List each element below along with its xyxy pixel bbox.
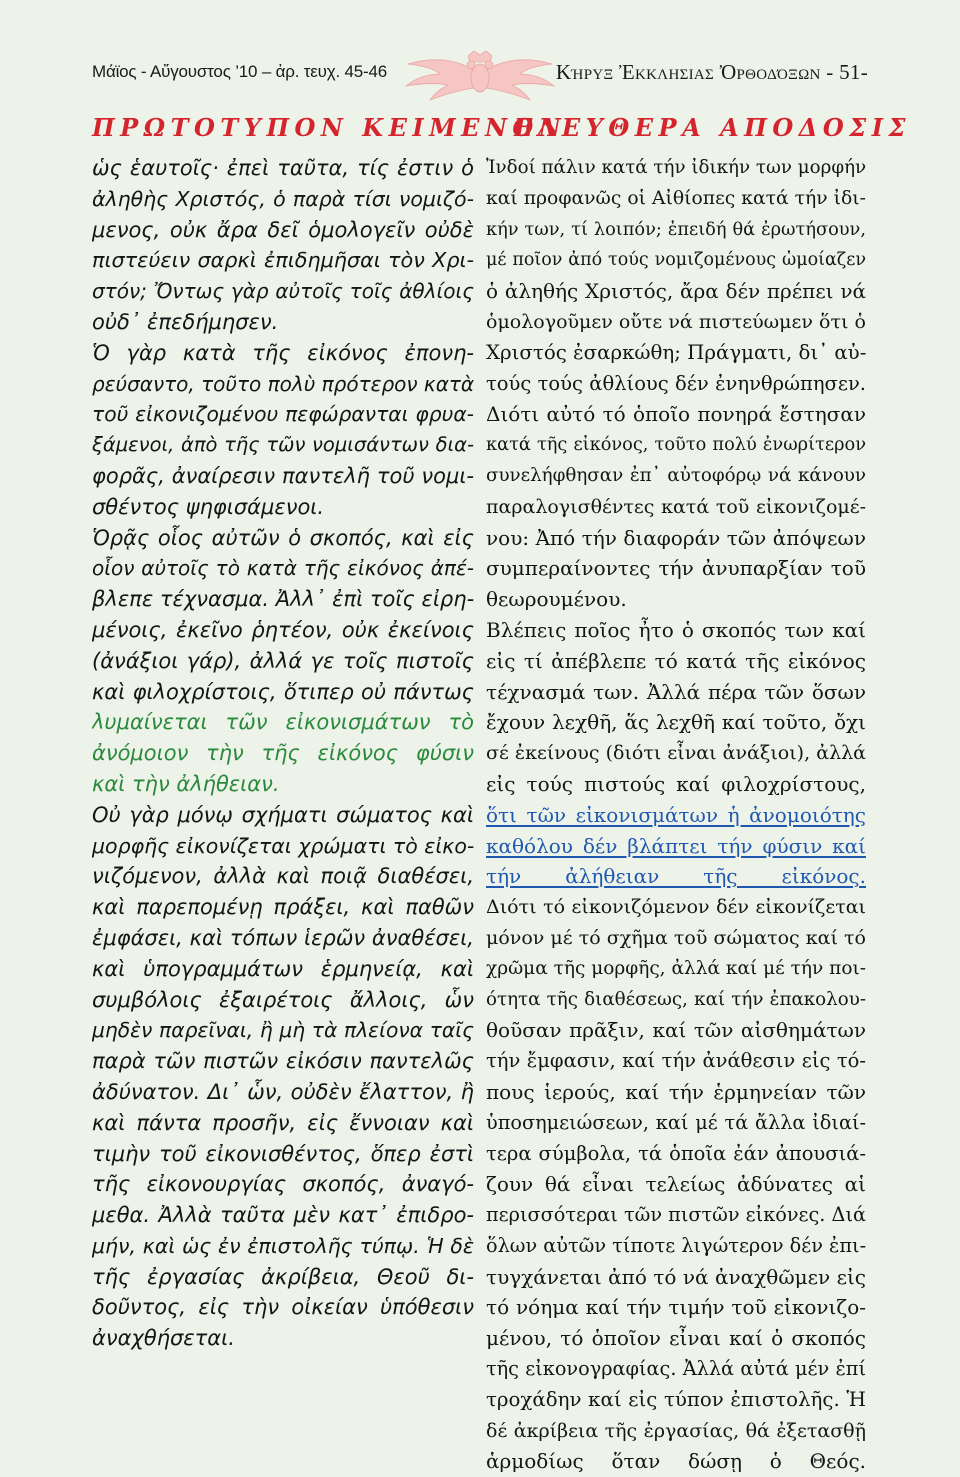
text-line: τερα σύμβολα, τά ὁποῖα ἐάν ἀπουσιά- (486, 1141, 866, 1165)
text-line: ἐμφάσει, καὶ τόπων ἱερῶν ἀναθέσει, (92, 925, 474, 950)
text-line: καὶ πάντα προσῆν, εἰς ἔννοιαν καὶ (92, 1110, 474, 1135)
text-line: δοῦντος, εἰς τὴν οἰκείαν ὑπόθεσιν (92, 1295, 474, 1320)
text-line: μενος, οὐκ ἄρα δεῖ ὁμολογεῖν οὐδὲ (92, 217, 474, 242)
text-line: τέχνασμά των. Ἀλλά πέρα τῶν ὅσων (486, 679, 866, 704)
text-line: ὁ ἀληθής Χριστός, ἄρα δέν πρέπει νά (486, 279, 866, 304)
text-line: ὑποσημειώσεων, καί μέ τά ἄλλα ἰδιαί- (486, 1110, 866, 1134)
free-translation-column (486, 153, 866, 1477)
text-line: νιζόμενον, ἀλλὰ καὶ ποιᾷ διαθέσει, (92, 864, 474, 889)
text-line: ἀναχθήσεται. (92, 1326, 235, 1351)
text-line: Διότι αὐτό τό ὁποῖο πονηρά ἔστησαν (486, 402, 866, 427)
text-line: μήν, καὶ ὡς ἐν ἐπιστολῆς τύπῳ. Ἡ δὲ (92, 1233, 474, 1258)
text-line: μεθα. Ἀλλὰ ταῦτα μὲν κατ᾽ ἐπιδρο- (92, 1203, 474, 1228)
free-translation-title: ΕΛΕΥΘΕΡΑ ΑΠΟΔΟΣΙΣ (514, 113, 911, 142)
text-line: Οὐ γὰρ μόνῳ σχήματι σώματος καὶ (92, 802, 474, 827)
text-line: Βλέπεις ποῖος ἦτο ὁ σκοπός των καί (486, 617, 866, 642)
text-line: παραλογισθέντες κατά τοῦ εἰκονιζομέ- (486, 495, 866, 518)
issue-info: Μάϊος - Αὔγουστος ’10 – ἀρ. τευχ. 45-46 (92, 62, 387, 81)
text-line: καὶ παρεπομένῃ πράξει, καὶ παθῶν (92, 895, 474, 920)
original-text-column (92, 153, 474, 1354)
text-line: εἰς τούς πιστούς καί φιλοχρίστους, (486, 771, 866, 796)
text-line: οὐδ᾽ ἐπεδήμησεν. (92, 309, 279, 334)
text-line: σθέντος ψηφισάμενοι. (92, 494, 325, 519)
text-line: στόν; Ὄντως γὰρ αὐτοῖς τοῖς ἀθλίοις (92, 279, 474, 304)
text-line: μέ ποῖον ἀπό τούς νομιζομένους ὡμοίαζεν (486, 250, 866, 271)
text-line: τούς τούς ἀθλίους δέν ἐνηνθρώπησεν. (486, 371, 866, 395)
text-line: οἷον αὐτοῖς τὸ κατὰ τῆς εἰκόνος ἀπέ- (92, 556, 474, 581)
text-line: περισσότεραι τῶν πιστῶν εἰκόνες. Διά (486, 1203, 866, 1227)
text-line: ἀδύνατον. Δι᾽ ὧν, οὐδὲν ἔλαττον, ἢ (92, 1079, 474, 1104)
text-line: ότητα τῆς διαθέσεως, καί τήν ἐπακολου- (486, 988, 866, 1010)
text-line: κατά τῆς εἰκόνος, τοῦτο πολύ ἐνωρίτερον (486, 435, 866, 456)
text-line: Ὁ γὰρ κατὰ τῆς εἰκόνος ἐπονη- (92, 340, 474, 365)
text-line: ἁρμοδίως ὅταν δώσῃ ὁ Θεός. (486, 1449, 866, 1474)
text-line: τῆς εἰκονουργίας σκοπός, ἀναγό- (92, 1172, 474, 1197)
text-line: ὁμολογοῦμεν οὔτε νά πιστεύωμεν ὅτι ὁ (486, 310, 866, 333)
text-line: τιμὴν τοῦ εἰκονισθέντος, ὅπερ ἐστὶ (92, 1141, 474, 1166)
text-line: ρεύσαντο, τοῦτο πολὺ πρότερον κατὰ (92, 371, 474, 396)
text-line: συμπεραίνοντες τήν ἀνυπαρξίαν τοῦ (486, 556, 866, 581)
text-line: μόνον μέ τό σχῆμα τοῦ σώματος καί τό (486, 926, 866, 949)
text-line: πιστεύειν σαρκὶ ἐπιδημῆσαι τὸν Χρι- (92, 248, 474, 273)
text-line: τοῦ εἰκονιζομένου πεφώρανται φρυα- (92, 402, 474, 427)
text-line: ζουν θά εἶναι τελείως ἀδύνατες αἱ (486, 1172, 866, 1197)
text-line: βλεπε τέχνασμα. Ἀλλ᾽ ἐπὶ τοῖς εἰρη- (92, 587, 474, 612)
text-line: ξάμενοι, ἀπὸ τῆς τῶν νομισάντων δια- (92, 433, 474, 457)
text-line: καὶ φιλοχρίστοις, ὅτιπερ οὐ πάντως (92, 679, 474, 704)
text-line: τυγχάνεται ἀπό τό νά ἀναχθῶμεν εἰς (486, 1264, 866, 1289)
text-line: ὡς ἑαυτοῖς· ἐπεὶ ταῦτα, τίς ἐστιν ὁ (92, 156, 474, 180)
text-line: τῆς ἐργασίας ἀκρίβεια, Θεοῦ δι- (92, 1264, 474, 1289)
text-line: τῆς εἰκονογραφίας. Ἀλλά αὐτά μέν ἐπί (486, 1357, 866, 1381)
text-line: Διότι τό εἰκονιζόμενον δέν εἰκονίζεται (486, 896, 866, 919)
text-line: ἀληθὴς Χριστός, ὁ παρὰ τίσι νομιζό- (92, 186, 474, 211)
emphasis-line: καθόλου δέν βλάπτει τήν φύσιν καί (486, 833, 866, 858)
text-line: κήν των, τί λοιπόν; ἐπειδή θά ἐρωτήσουν, (486, 219, 866, 240)
text-line: Ἰνδοί πάλιν κατά τήν ἰδικήν των μορφήν (486, 157, 866, 178)
text-line: τροχάδην καί εἰς τύπον ἐπιστολῆς. Ἡ (486, 1387, 866, 1411)
text-line: μορφῆς εἰκονίζεται χρώματι τὸ εἰκο- (92, 833, 474, 858)
emphasis-line: καὶ τὴν ἀλήθειαν. (92, 771, 280, 796)
text-line: τήν ἔμφασιν, καί τήν ἀνάθεσιν εἰς τό- (486, 1049, 866, 1073)
text-line: καί προφανῶς οἱ Αἰθίοπες κατά τήν ἰδι- (486, 187, 866, 209)
text-line: Ὁρᾷς οἷος αὐτῶν ὁ σκοπός, καὶ εἰς (92, 525, 474, 550)
page-header (0, 50, 960, 102)
text-line: συμβόλοις ἐξαιρέτοις ἄλλοις, ὧν (92, 987, 474, 1012)
text-line: (ἀνάξιοι γάρ), ἀλλά γε τοῖς πιστοῖς (92, 648, 474, 673)
journal-title (556, 60, 868, 85)
text-line: μηδὲν παρεῖναι, ἢ μὴ τὰ πλείονα ταῖς (92, 1018, 474, 1043)
emphasis-line: ὅτι τῶν εἰκονισμάτων ἡ ἀνομοιότης (486, 802, 866, 827)
text-line: καὶ ὑπογραμμάτων ἑρμηνείᾳ, καὶ (92, 956, 474, 981)
text-line: σέ ἐκείνους (διότι εἶναι ἀνάξιοι), ἀλλά (486, 742, 866, 765)
text-line: πους ἱερούς, καί τήν ἑρμηνείαν τῶν (486, 1079, 866, 1104)
text-line: Χριστός ἐσαρκώθη; Πράγματι, δι᾽ αὐ- (486, 340, 866, 364)
text-line: φορᾶς, ἀναίρεσιν παντελῆ τοῦ νομι- (92, 463, 474, 488)
text-line: χρῶμα τῆς μορφῆς, ἀλλά καί μέ τήν ποι- (486, 957, 866, 979)
page-number: - 51- (826, 60, 868, 84)
text-line: ὅλων αὐτῶν τίποτε λιγώτερον δέν ἐπι- (486, 1233, 866, 1257)
text-line: ἔχουν λεχθῆ, ἅς λεχθῆ καί τοῦτο, ὄχι (486, 710, 866, 735)
journal-name: Κήρυξ Ἐκκλησιας Ὀρθοδόξων (555, 60, 821, 84)
emphasis-line: λυμαίνεται τῶν εἰκονισμάτων τὸ (92, 710, 474, 735)
text-line: εἰς τί ἀπέβλεπε τό κατά τῆς εἰκόνος (486, 648, 866, 673)
emphasis-line: τήν ἀλήθειαν τῆς εἰκόνος. (486, 864, 866, 889)
text-line: θεωρουμένου. (486, 587, 627, 612)
text-line: δέ ἀκρίβεια τῆς ἐργασίας, θά ἐξετασθῇ (486, 1419, 866, 1442)
double-headed-eagle-emblem-icon (390, 50, 570, 102)
text-line: νου: Ἀπό τήν διαφοράν τῶν ἀπόψεων (486, 525, 866, 550)
original-text-title: ΠΡΩΤΟΤΥΠΟΝ ΚΕΙΜΕΝΟΝ (92, 113, 567, 142)
emphasis-line: ἀνόμοιον τὴν τῆς εἰκόνος φύσιν (92, 741, 474, 766)
text-line: μένοις, ἐκεῖνο ῥητέον, οὐκ ἐκείνοις (92, 617, 474, 642)
text-line: συνελήφθησαν ἐπ᾽ αὐτοφόρῳ νά κάνουν (486, 464, 866, 486)
text-line: τό νόημα καί τήν τιμήν τοῦ εἰκονιζο- (486, 1295, 866, 1320)
text-line: μένου, τό ὁποῖον εἶναι καί ὁ σκοπός (486, 1326, 866, 1351)
text-line: παρὰ τῶν πιστῶν εἰκόσιν παντελῶς (92, 1049, 474, 1074)
text-line: θοῦσαν πρᾶξιν, καί τῶν αἰσθημάτων (486, 1018, 866, 1043)
